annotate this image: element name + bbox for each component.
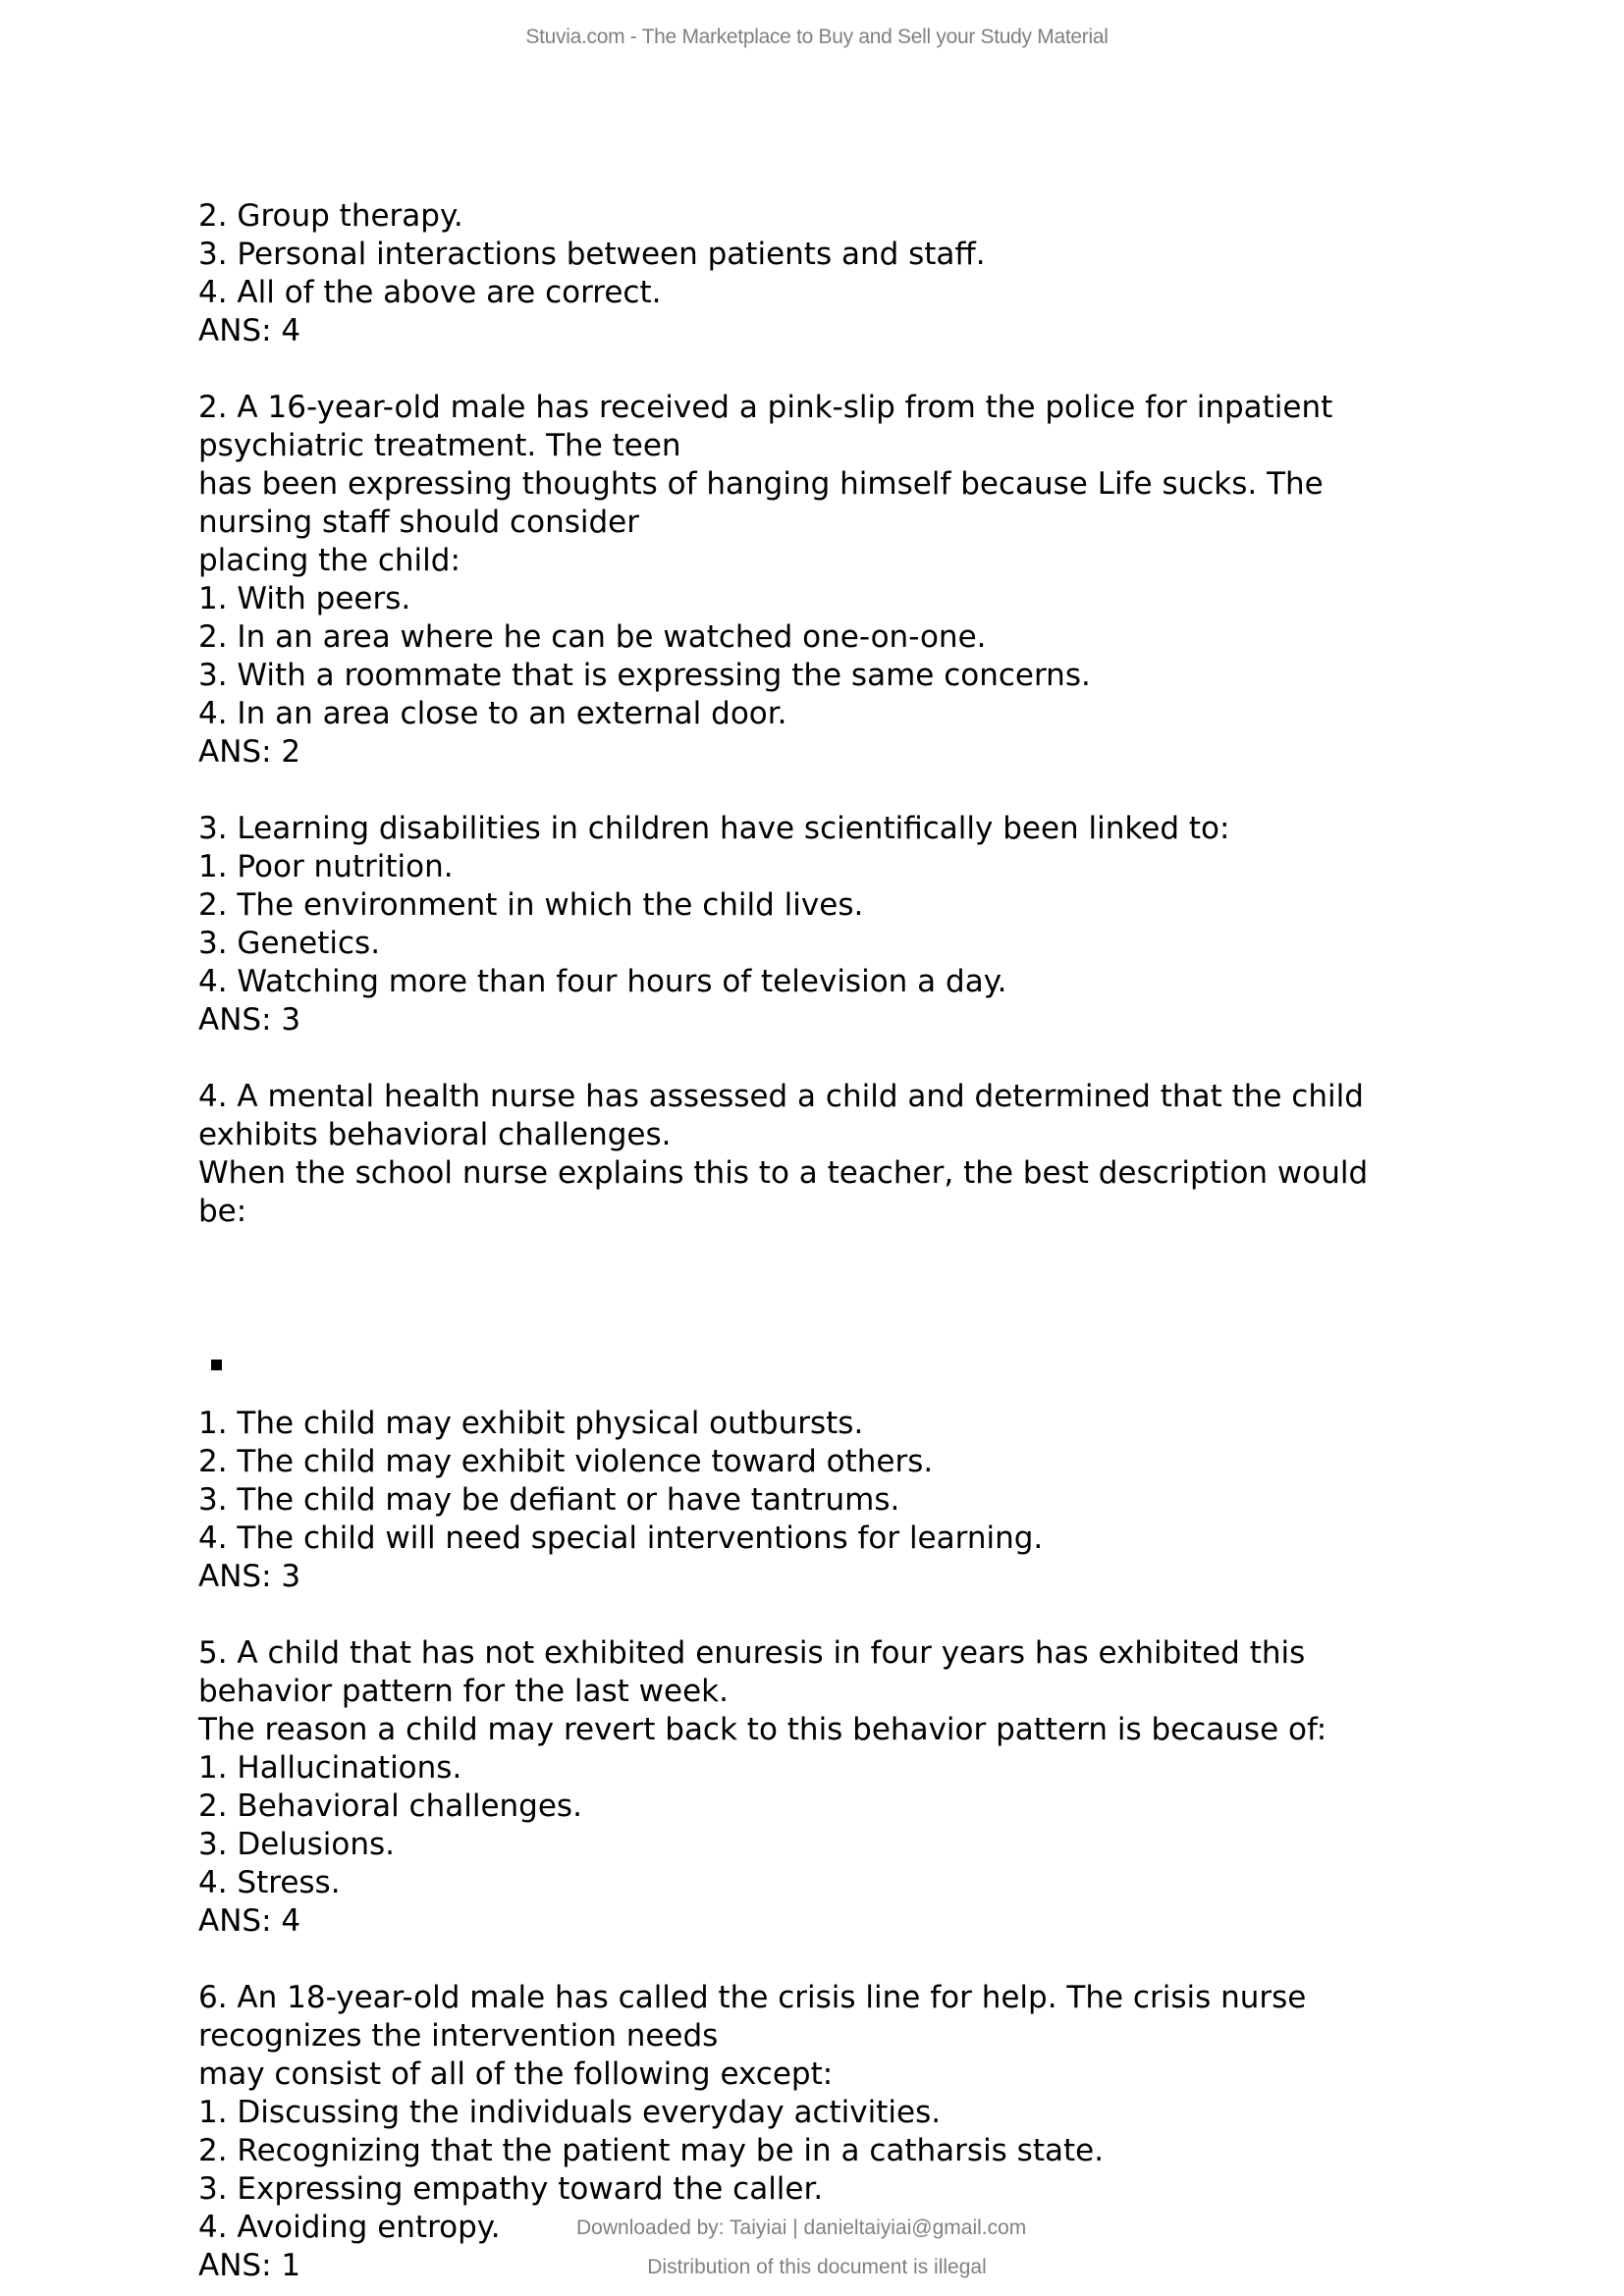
text-line: ANS: 3 (198, 1559, 301, 1594)
text-line: When the school nurse explains this to a teacher, the best description would (198, 1155, 1369, 1191)
text-line: The reason a child may revert back to this behavior pattern is because of: (198, 1712, 1327, 1747)
text-line: 4. Watching more than four hours of television a day. (198, 964, 1007, 999)
question-block-top (198, 197, 1368, 1231)
text-line: behavior pattern for the last week. (198, 1674, 729, 1709)
text-line: 2. The child may exhibit violence toward others. (198, 1444, 934, 1479)
text-line: 4. In an area close to an external door. (198, 696, 787, 731)
bullet-square-icon (211, 1360, 222, 1370)
text-line: 3. Expressing empathy toward the caller. (198, 2171, 824, 2207)
text-line: 3. With a roommate that is expressing the same concerns. (198, 658, 1091, 693)
blank-line (198, 350, 1368, 389)
text-line: 5. A child that has not exhibited enuresis in four years has exhibited this (198, 1635, 1306, 1671)
text-line: ANS: 2 (198, 734, 301, 770)
text-line: 2. Recognizing that the patient may be in a catharsis state. (198, 2133, 1105, 2168)
text-line: 6. An 18-year-old male has called the crisis line for help. The crisis nurse (198, 1980, 1307, 2015)
blank-line (198, 1040, 1368, 1078)
text-line: placing the child: (198, 543, 460, 578)
blank-line (198, 1596, 1326, 1634)
blank-line (198, 772, 1368, 810)
text-line: 2. The environment in which the child lives. (198, 887, 864, 923)
text-line: ANS: 3 (198, 1002, 301, 1038)
text-line: 2. Behavioral challenges. (198, 1789, 582, 1824)
text-line: nursing staff should consider (198, 505, 639, 540)
text-line: psychiatric treatment. The teen (198, 428, 681, 463)
question-block-bottom (198, 1405, 1326, 2285)
text-line: 2. In an area where he can be watched one-on-one. (198, 619, 987, 655)
blank-line (198, 1941, 1326, 1979)
text-line: be: (198, 1194, 247, 1229)
text-line: 1. Poor nutrition. (198, 849, 454, 884)
text-line: 1. Hallucinations. (198, 1750, 462, 1786)
text-line: has been expressing thoughts of hanging himself because Life sucks. The (198, 466, 1324, 502)
text-line: 4. All of the above are correct. (198, 275, 662, 310)
text-line: recognizes the intervention needs (198, 2018, 719, 2054)
text-line: 4. A mental health nurse has assessed a child and determined that the child (198, 1079, 1364, 1114)
text-line: 2. A 16-year-old male has received a pink-slip from the police for inpatient (198, 390, 1333, 425)
text-line: 2. Group therapy. (198, 198, 463, 234)
text-line: ANS: 4 (198, 1903, 301, 1939)
text-line: 4. Avoiding entropy. (198, 2210, 501, 2245)
text-line: 4. The child will need special interventions for learning. (198, 1521, 1044, 1556)
watermark-header: Stuvia.com - The Marketplace to Buy and Sell your Study Material (525, 26, 1109, 48)
text-line: 3. Learning disabilities in children have scientifically been linked to: (198, 811, 1230, 846)
text-line: exhibits behavioral challenges. (198, 1117, 672, 1152)
downloaded-by-text: Downloaded by: Taiyiai | danieltaiyiai@gmail.com (576, 2216, 1027, 2239)
text-line: 1. With peers. (198, 581, 411, 616)
text-line: may consist of all of the following except: (198, 2056, 834, 2092)
distribution-notice: Distribution of this document is illegal (647, 2256, 987, 2278)
text-line: 3. Personal interactions between patients and staff. (198, 237, 986, 272)
text-line: 3. The child may be defiant or have tantrums. (198, 1482, 900, 1518)
text-line: 1. The child may exhibit physical outbursts. (198, 1406, 864, 1441)
text-line: 3. Genetics. (198, 926, 381, 961)
text-line: ANS: 4 (198, 313, 301, 348)
text-line: ANS: 1 (198, 2248, 301, 2283)
text-line: 1. Discussing the individuals everyday activities. (198, 2095, 942, 2130)
text-line: 4. Stress. (198, 1865, 341, 1900)
text-line: 3. Delusions. (198, 1827, 396, 1862)
